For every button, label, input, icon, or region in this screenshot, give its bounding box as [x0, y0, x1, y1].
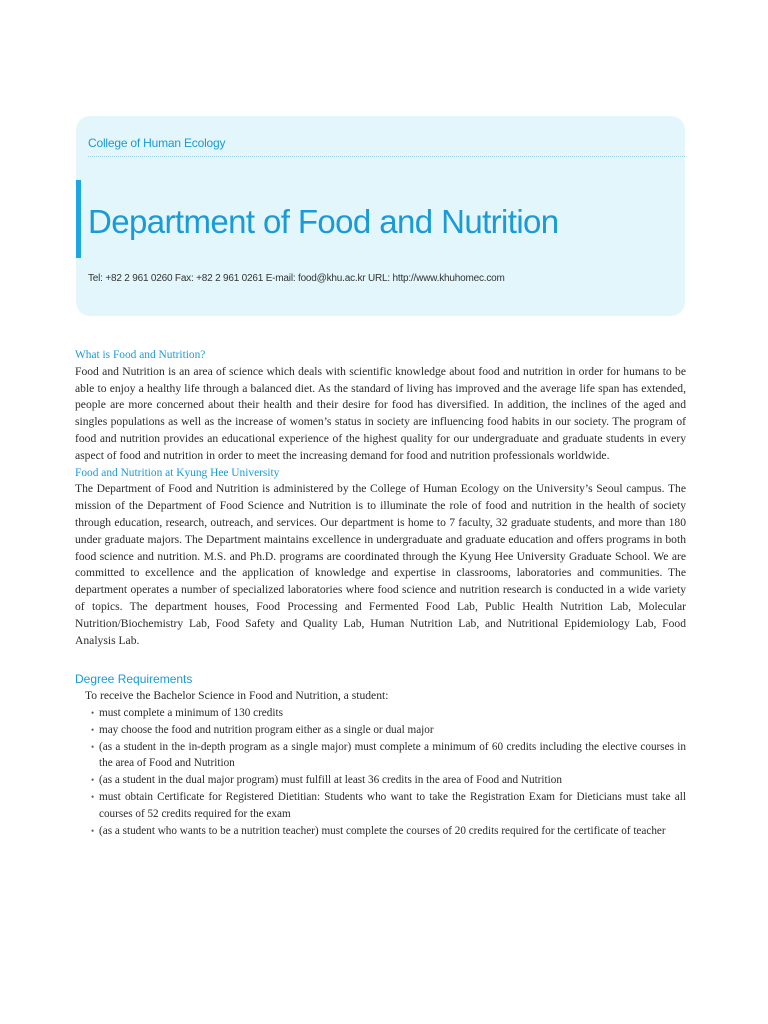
contact-info: Tel: +82 2 961 0260 Fax: +82 2 961 0261 E-mail: food@khu.ac.kr URL: http://www.khuhomec.com — [88, 273, 505, 284]
list-item: • (as a student in the in-depth program as a single major) must complete a minimum of 60 credits including the elective courses in the area of Food and Nutrition — [91, 739, 686, 773]
section-body-what-is: Food and Nutrition is an area of science which deals with scientific knowledge about food and nutrition in order for humans to be able to enjoy a healthy life through a balanced diet. As the standard of living has improved and the average life span has extended, people are more concerned about their health and their desire for food has diversified. In addition, the inclines of the aged and singles populations as well as the increase of women’s status in society are influencing food habits in our society. The program of food and nutrition provides an educational experience of the highest quality for our undergraduate and graduate students in every aspect of food and nutrition in order to meet the increasing demand for food and nutrition professionals worldwide. — [75, 364, 686, 462]
section-heading-at-khu: Food and Nutrition at Kyung Hee University — [75, 466, 280, 479]
header-divider — [88, 156, 685, 157]
page-title: Department of Food and Nutrition — [88, 203, 559, 240]
degree-intro: To receive the Bachelor Science in Food and Nutrition, a student: — [85, 689, 389, 703]
list-item: • must complete a minimum of 130 credits — [91, 705, 686, 722]
list-item: • (as a student in the dual major program) must fulfill at least 36 credits in the area of Food and Nutrition — [91, 772, 686, 789]
section-heading-degree: Degree Requirements — [75, 672, 193, 687]
degree-requirements-list — [75, 705, 686, 839]
main-content — [75, 347, 686, 839]
list-item: • may choose the food and nutrition program either as a single or dual major — [91, 722, 686, 739]
list-item: • must obtain Certificate for Registered Dietitian: Students who want to take the Registration Exam for Dieticians must take all courses of 52 credits required for the exam — [91, 789, 686, 823]
title-accent-bar — [76, 180, 81, 258]
section-body-at-khu: The Department of Food and Nutrition is administered by the College of Human Ecology on the University’s Seoul campus. The mission of the Department of Food Science and Nutrition is to illuminate the role of food and nutrition in the health of society through education, research, outreach, and services. Our department is home to 7 faculty, 32 graduate students, and more than 180 under graduate majors. The Department maintains excellence in undergraduate and graduate education and offers programs in both food science and nutrition. M.S. and Ph.D. programs are coordinated through the Kyung Hee University Graduate School. We are committed to excellence and the application of knowledge and expertise in classrooms, laboratories and communities. The department operates a number of specialized laboratories where food science and nutrition research is conducted in a wide variety of topics. The department houses, Food Processing and Fermented Food Lab, Public Health Nutrition Lab, Molecular Nutrition/Biochemistry Lab, Food Safety and Quality Lab, Human Nutrition Lab, and Nutritional Epidemiology Lab, Food Analysis Lab. — [75, 482, 686, 647]
college-name: College of Human Ecology — [88, 136, 226, 150]
list-item: • (as a student who wants to be a nutrition teacher) must complete the courses of 20 credits required for the certificate of teacher — [91, 823, 686, 840]
section-heading-what-is: What is Food and Nutrition? — [75, 349, 206, 361]
